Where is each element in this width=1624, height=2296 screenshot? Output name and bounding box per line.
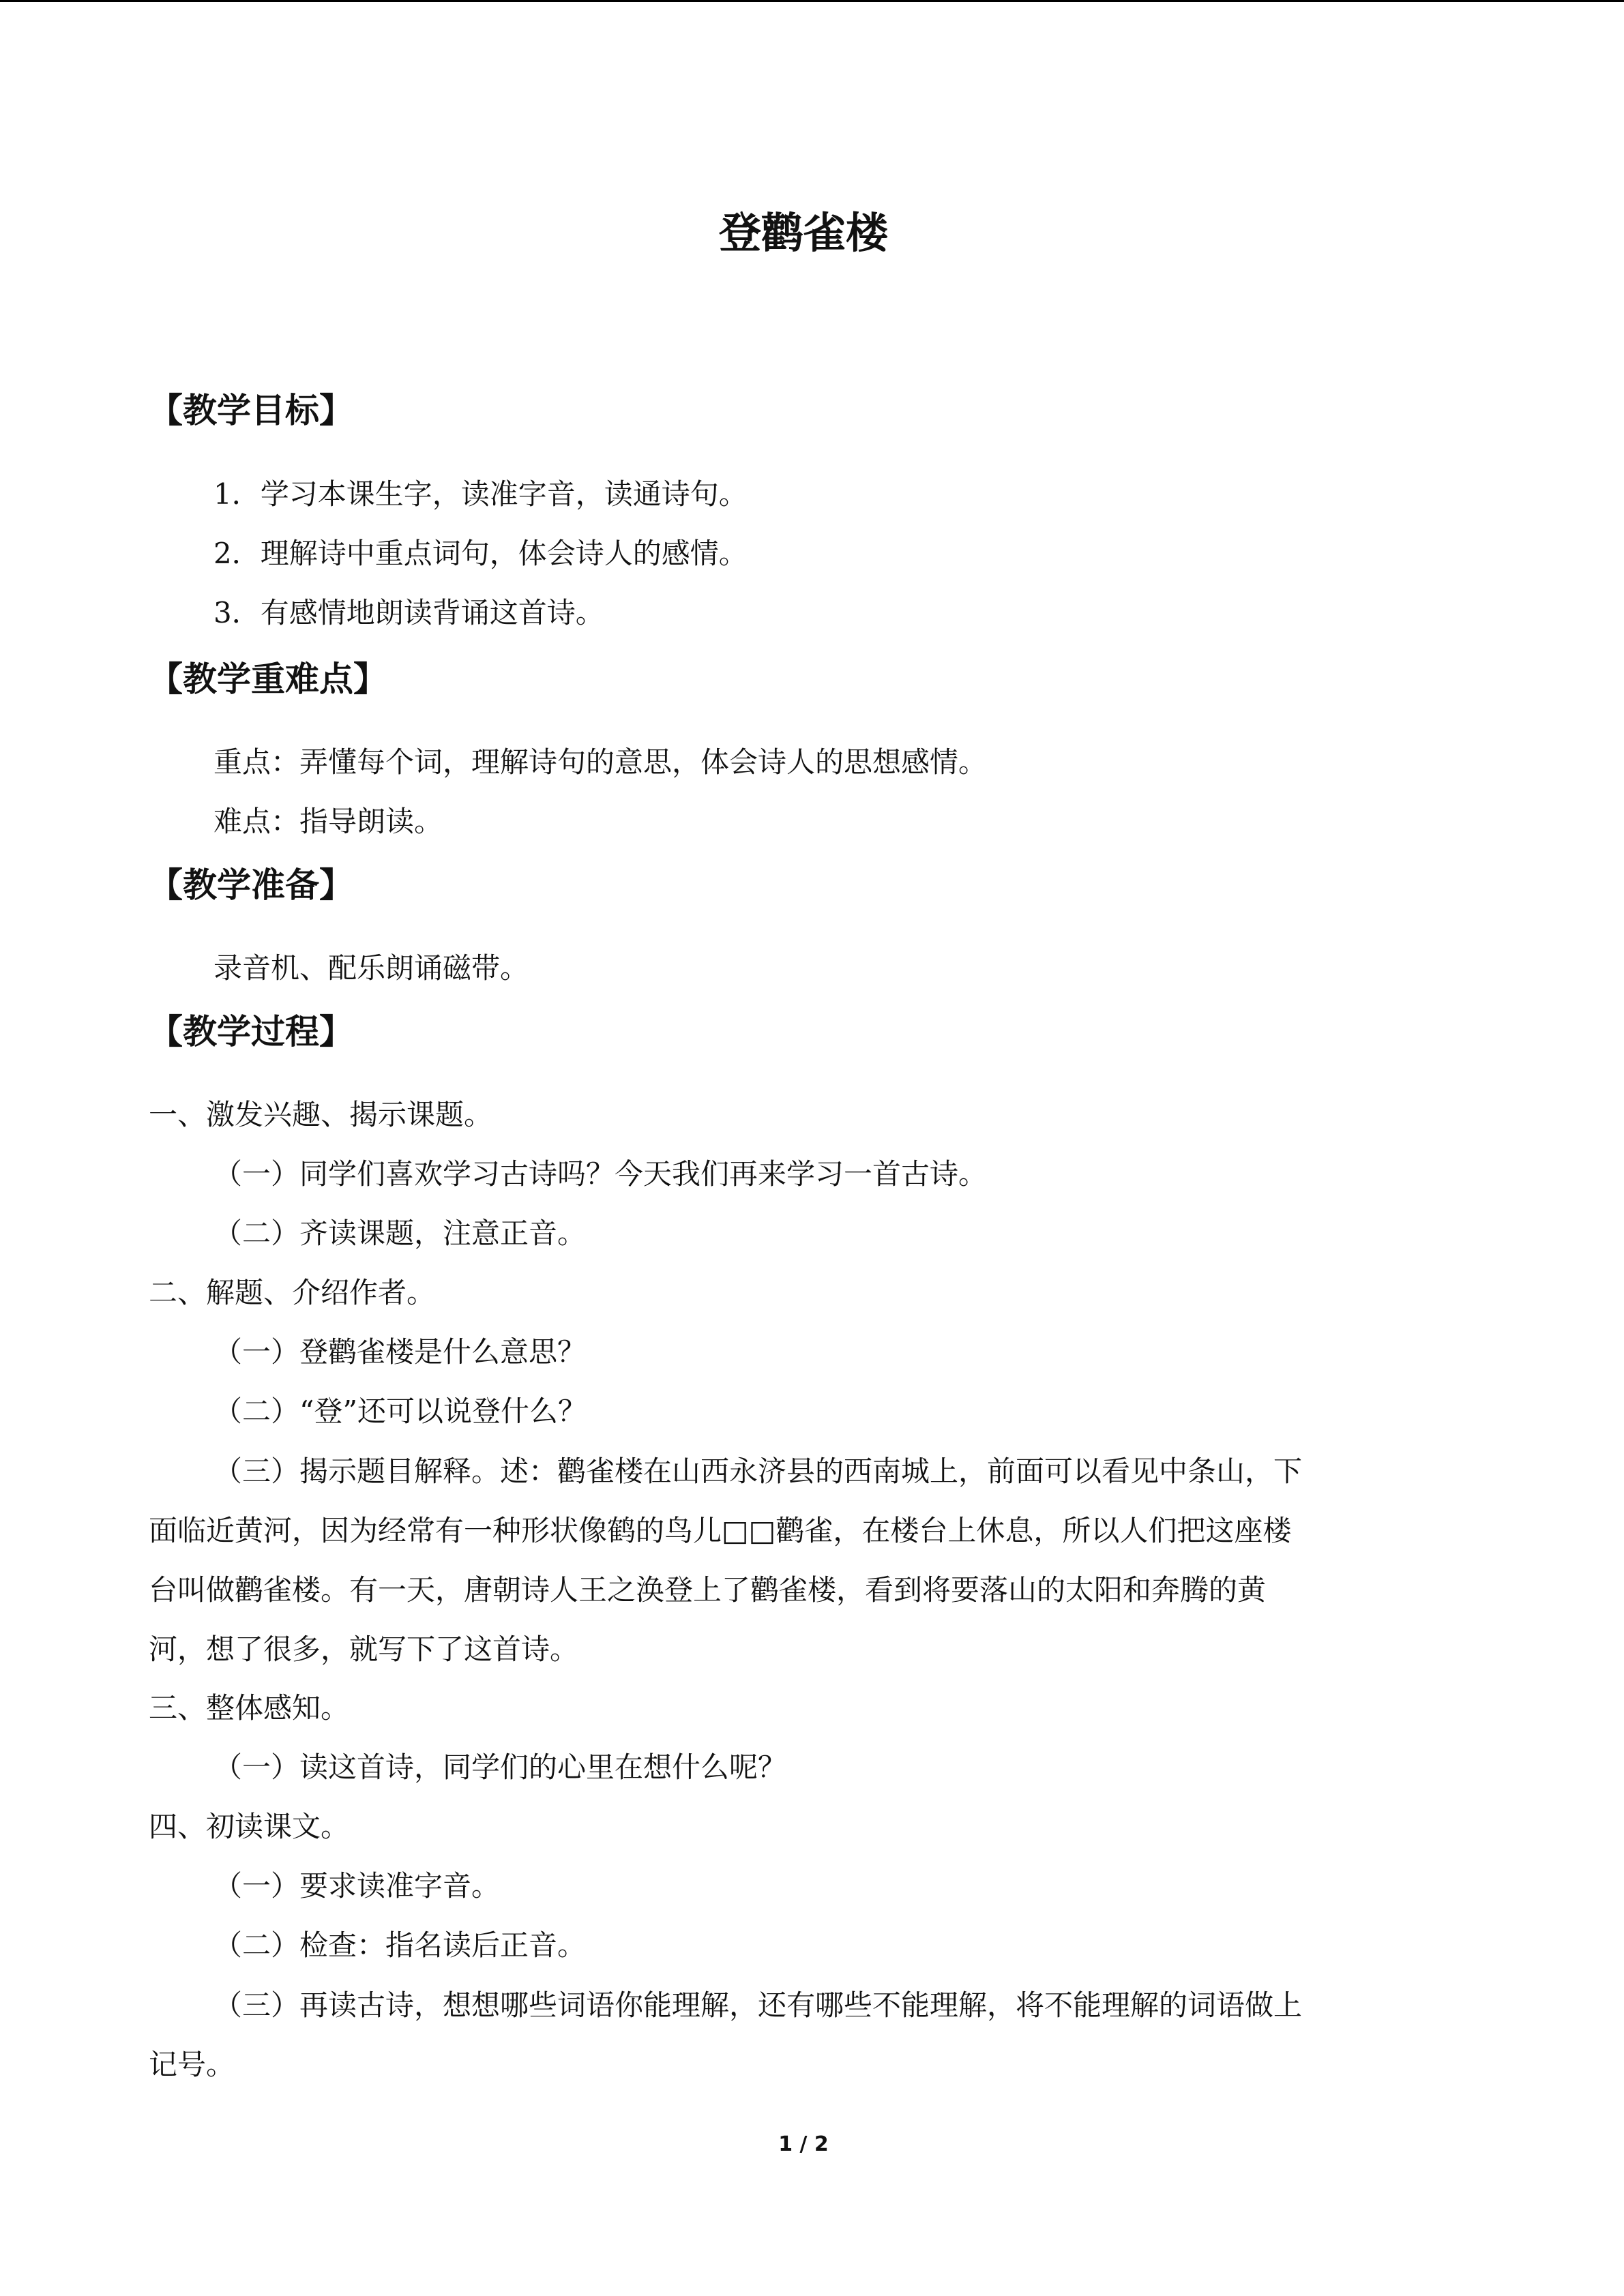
goal-item: 3．有感情地朗读背诵这首诗。 <box>213 596 604 629</box>
goal-item: 2．理解诗中重点词句，体会诗人的感情。 <box>213 537 748 570</box>
process-step-title: 一、激发兴趣、揭示课题。 <box>149 1098 493 1131</box>
paragraph-line: （三）再读古诗，想想哪些词语你能理解，还有哪些不能理解，将不能理解的词语做上 <box>213 1988 1303 2022</box>
process-step-item: （一）登鹳雀楼是什么意思？ <box>213 1335 587 1369</box>
process-step-title: 二、解题、介绍作者。 <box>149 1276 436 1309</box>
section-heading-keypoints: 【教学重难点】 <box>149 659 387 699</box>
page-number: 1 / 2 <box>778 2132 829 2156</box>
document-title: 登鹳雀楼 <box>718 208 888 258</box>
process-step-title: 三、整体感知。 <box>149 1691 350 1725</box>
paragraph-line: （三）揭示题目解释。述：鹳雀楼在山西永济县的西南城上，前面可以看见中条山，下 <box>213 1455 1303 1488</box>
process-step-title: 四、初读课文。 <box>149 1810 350 1843</box>
section-heading-process: 【教学过程】 <box>149 1012 353 1052</box>
section-heading-preparation: 【教学准备】 <box>149 865 353 905</box>
paragraph-line: 记号。 <box>149 2048 235 2081</box>
process-paragraph-reread <box>149 1976 1458 2094</box>
paragraph-line: 台叫做鹳雀楼。有一天，唐朝诗人王之涣登上了鹳雀楼，看到将要落山的太阳和奔腾的黄 <box>149 1573 1267 1607</box>
process-step-item: （一）读这首诗，同学们的心里在想什么呢？ <box>213 1750 787 1784</box>
document-page <box>149 0 1458 2296</box>
process-step-item: （二）齐读课题，注意正音。 <box>213 1217 587 1250</box>
keypoint-item: 重点：弄懂每个词，理解诗句的意思，体会诗人的思想感情。 <box>213 745 988 779</box>
preparation-item: 录音机、配乐朗诵磁带。 <box>213 951 529 985</box>
paragraph-line: 河，想了很多，就写下了这首诗。 <box>149 1632 579 1666</box>
section-heading-goals: 【教学目标】 <box>149 391 353 430</box>
process-step-item: （二）检查：指名读后正音。 <box>213 1928 587 1962</box>
keypoint-item: 难点：指导朗读。 <box>213 805 443 838</box>
paragraph-line: 面临近黄河，因为经常有一种形状像鹤的鸟儿□□鹳雀，在楼台上休息，所以人们把这座楼 <box>149 1514 1292 1547</box>
process-step-item: （一）要求读准字音。 <box>213 1869 501 1903</box>
process-step-item: （二）“登”还可以说登什么？ <box>213 1395 587 1428</box>
goal-item: 1．学习本课生字，读准字音，读通诗句。 <box>213 477 748 511</box>
process-step-item: （一）同学们喜欢学习古诗吗？今天我们再来学习一首古诗。 <box>213 1157 988 1191</box>
process-paragraph-explanation <box>149 1442 1458 1679</box>
